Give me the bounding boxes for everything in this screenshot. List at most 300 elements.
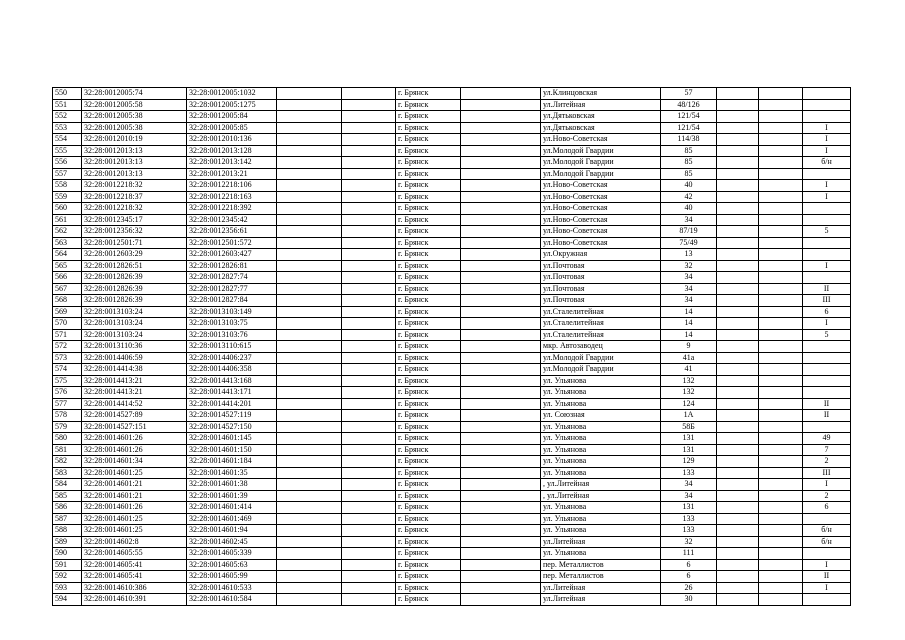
street: ул. Ульянова — [541, 502, 661, 514]
col-empty-3 — [461, 88, 541, 100]
col-empty-2 — [342, 226, 396, 238]
col-empty-4 — [717, 525, 759, 537]
col-empty-4 — [717, 594, 759, 606]
col-empty-4 — [717, 490, 759, 502]
house-number: 34 — [661, 272, 717, 284]
table-row — [53, 99, 851, 111]
house-number: 57 — [661, 88, 717, 100]
col-empty-1 — [277, 513, 342, 525]
col-empty-2 — [342, 122, 396, 134]
cadastral-block: 32:28:0014605:41 — [82, 559, 187, 571]
col-empty-3 — [461, 525, 541, 537]
cadastral-block: 32:28:0014601:26 — [82, 444, 187, 456]
row-number: 570 — [53, 318, 82, 330]
cadastral-block: 32:28:0014527:89 — [82, 410, 187, 422]
apartment — [803, 352, 851, 364]
col-empty-5 — [759, 180, 803, 192]
col-empty-4 — [717, 122, 759, 134]
row-number: 567 — [53, 283, 82, 295]
apartment — [803, 594, 851, 606]
city: г. Брянск — [396, 502, 461, 514]
col-empty-2 — [342, 134, 396, 146]
apartment: I — [803, 318, 851, 330]
col-empty-4 — [717, 513, 759, 525]
col-empty-1 — [277, 122, 342, 134]
col-empty-1 — [277, 329, 342, 341]
col-empty-1 — [277, 168, 342, 180]
apartment: I — [803, 479, 851, 491]
col-empty-3 — [461, 375, 541, 387]
row-number: 591 — [53, 559, 82, 571]
col-empty-2 — [342, 272, 396, 284]
col-empty-5 — [759, 444, 803, 456]
cadastral-block: 32:28:0014610:386 — [82, 582, 187, 594]
col-empty-1 — [277, 157, 342, 169]
col-empty-5 — [759, 295, 803, 307]
cadastral-number: 32:28:0013103:75 — [187, 318, 277, 330]
cadastral-number: 32:28:0014527:150 — [187, 421, 277, 433]
apartment: II — [803, 410, 851, 422]
cadastral-number: 32:28:0012005:1032 — [187, 88, 277, 100]
col-empty-2 — [342, 467, 396, 479]
house-number: 1А — [661, 410, 717, 422]
apartment — [803, 421, 851, 433]
apartment — [803, 272, 851, 284]
col-empty-3 — [461, 203, 541, 215]
cadastral-block: 32:28:0012826:39 — [82, 272, 187, 284]
table-row — [53, 375, 851, 387]
col-empty-5 — [759, 364, 803, 376]
col-empty-4 — [717, 387, 759, 399]
col-empty-4 — [717, 548, 759, 560]
col-empty-2 — [342, 180, 396, 192]
col-empty-2 — [342, 594, 396, 606]
table-row — [53, 111, 851, 123]
row-number: 594 — [53, 594, 82, 606]
house-number: 30 — [661, 594, 717, 606]
col-empty-3 — [461, 341, 541, 353]
row-number: 577 — [53, 398, 82, 410]
col-empty-2 — [342, 456, 396, 468]
col-empty-4 — [717, 421, 759, 433]
col-empty-2 — [342, 157, 396, 169]
cadastral-number: 32:28:0014601:39 — [187, 490, 277, 502]
col-empty-5 — [759, 341, 803, 353]
city: г. Брянск — [396, 582, 461, 594]
table-row — [53, 352, 851, 364]
apartment — [803, 387, 851, 399]
apartment: I — [803, 260, 851, 272]
city: г. Брянск — [396, 88, 461, 100]
col-empty-2 — [342, 318, 396, 330]
col-empty-5 — [759, 571, 803, 583]
city: г. Брянск — [396, 444, 461, 456]
house-number: 9 — [661, 341, 717, 353]
house-number: 34 — [661, 283, 717, 295]
row-number: 583 — [53, 467, 82, 479]
col-empty-1 — [277, 352, 342, 364]
col-empty-5 — [759, 433, 803, 445]
street: ул. Ульянова — [541, 375, 661, 387]
cadastral-number: 32:28:0012218:106 — [187, 180, 277, 192]
street: пер. Металлистов — [541, 559, 661, 571]
table-row — [53, 559, 851, 571]
cadastral-number: 32:28:0012218:392 — [187, 203, 277, 215]
cadastral-number: 32:28:0012218:163 — [187, 191, 277, 203]
row-number: 571 — [53, 329, 82, 341]
col-empty-5 — [759, 260, 803, 272]
col-empty-2 — [342, 260, 396, 272]
house-number: 114/38 — [661, 134, 717, 146]
street: ул.Почтовая — [541, 260, 661, 272]
street: мкр. Автозаводец — [541, 341, 661, 353]
house-number: 6 — [661, 571, 717, 583]
col-empty-4 — [717, 398, 759, 410]
street: ул.Клинцовская — [541, 88, 661, 100]
house-number: 131 — [661, 444, 717, 456]
col-empty-3 — [461, 421, 541, 433]
col-empty-5 — [759, 306, 803, 318]
table-row — [53, 525, 851, 537]
col-empty-1 — [277, 237, 342, 249]
row-number: 582 — [53, 456, 82, 468]
col-empty-4 — [717, 341, 759, 353]
row-number: 555 — [53, 145, 82, 157]
city: г. Брянск — [396, 456, 461, 468]
city: г. Брянск — [396, 306, 461, 318]
cadastral-block: 32:28:0013103:24 — [82, 318, 187, 330]
apartment: 5 — [803, 329, 851, 341]
table-row — [53, 203, 851, 215]
table-row — [53, 433, 851, 445]
row-number: 592 — [53, 571, 82, 583]
col-empty-1 — [277, 479, 342, 491]
city: г. Брянск — [396, 490, 461, 502]
cadastral-number: 32:28:0014414:201 — [187, 398, 277, 410]
col-empty-1 — [277, 364, 342, 376]
cadastral-block: 32:28:0014406:59 — [82, 352, 187, 364]
house-number: 131 — [661, 433, 717, 445]
city: г. Брянск — [396, 398, 461, 410]
cadastral-number: 32:28:0012010:136 — [187, 134, 277, 146]
city: г. Брянск — [396, 548, 461, 560]
col-empty-3 — [461, 490, 541, 502]
col-empty-2 — [342, 421, 396, 433]
apartment: 49 — [803, 433, 851, 445]
house-number: 34 — [661, 490, 717, 502]
cadastral-number: 32:28:0014610:584 — [187, 594, 277, 606]
cadastral-number: 32:28:0014601:94 — [187, 525, 277, 537]
house-number: 121/54 — [661, 111, 717, 123]
table-row — [53, 410, 851, 422]
table-row — [53, 237, 851, 249]
cadastral-number: 32:28:0014601:150 — [187, 444, 277, 456]
cadastral-number: 32:28:0014601:414 — [187, 502, 277, 514]
col-empty-1 — [277, 421, 342, 433]
col-empty-1 — [277, 456, 342, 468]
cadastral-block: 32:28:0012005:58 — [82, 99, 187, 111]
city: г. Брянск — [396, 341, 461, 353]
col-empty-3 — [461, 444, 541, 456]
col-empty-2 — [342, 237, 396, 249]
col-empty-2 — [342, 111, 396, 123]
table-row — [53, 157, 851, 169]
col-empty-1 — [277, 490, 342, 502]
city: г. Брянск — [396, 364, 461, 376]
house-number: 132 — [661, 387, 717, 399]
col-empty-1 — [277, 387, 342, 399]
city: г. Брянск — [396, 525, 461, 537]
street: ул.Литейная — [541, 99, 661, 111]
col-empty-4 — [717, 88, 759, 100]
street: ул.Ново-Советская — [541, 180, 661, 192]
col-empty-1 — [277, 214, 342, 226]
cadastral-block: 32:28:0012501:71 — [82, 237, 187, 249]
row-number: 574 — [53, 364, 82, 376]
city: г. Брянск — [396, 203, 461, 215]
table-row — [53, 272, 851, 284]
col-empty-1 — [277, 306, 342, 318]
street: ул. Ульянова — [541, 398, 661, 410]
street: ул.Молодой Гвардии — [541, 352, 661, 364]
col-empty-3 — [461, 559, 541, 571]
cadastral-block: 32:28:0014601:26 — [82, 433, 187, 445]
street: ул. Ульянова — [541, 525, 661, 537]
cadastral-block: 32:28:0012826:51 — [82, 260, 187, 272]
col-empty-2 — [342, 341, 396, 353]
col-empty-4 — [717, 306, 759, 318]
col-empty-4 — [717, 272, 759, 284]
row-number: 573 — [53, 352, 82, 364]
house-number: 6 — [661, 559, 717, 571]
apartment — [803, 111, 851, 123]
row-number: 550 — [53, 88, 82, 100]
col-empty-4 — [717, 536, 759, 548]
col-empty-3 — [461, 168, 541, 180]
cadastral-block: 32:28:0012218:32 — [82, 203, 187, 215]
col-empty-3 — [461, 318, 541, 330]
cadastral-number: 32:28:0014527:119 — [187, 410, 277, 422]
street: ул. Ульянова — [541, 433, 661, 445]
col-empty-4 — [717, 582, 759, 594]
city: г. Брянск — [396, 214, 461, 226]
col-empty-4 — [717, 318, 759, 330]
col-empty-5 — [759, 111, 803, 123]
row-number: 593 — [53, 582, 82, 594]
street: ул. Ульянова — [541, 513, 661, 525]
col-empty-3 — [461, 502, 541, 514]
row-number: 575 — [53, 375, 82, 387]
cadastral-block: 32:28:0012218:32 — [82, 180, 187, 192]
table-row — [53, 490, 851, 502]
row-number: 568 — [53, 295, 82, 307]
table-row — [53, 134, 851, 146]
apartment — [803, 214, 851, 226]
col-empty-2 — [342, 214, 396, 226]
apartment — [803, 249, 851, 261]
apartment — [803, 99, 851, 111]
col-empty-3 — [461, 99, 541, 111]
apartment — [803, 237, 851, 249]
col-empty-5 — [759, 398, 803, 410]
street: ул. Ульянова — [541, 456, 661, 468]
col-empty-2 — [342, 145, 396, 157]
cadastral-number: 32:28:0012005:85 — [187, 122, 277, 134]
street: ул.Ново-Советская — [541, 191, 661, 203]
col-empty-2 — [342, 375, 396, 387]
col-empty-4 — [717, 444, 759, 456]
cadastral-number: 32:28:0014605:339 — [187, 548, 277, 560]
cadastral-number: 32:28:0012013:142 — [187, 157, 277, 169]
house-number: 14 — [661, 318, 717, 330]
col-empty-1 — [277, 410, 342, 422]
street: ул. Ульянова — [541, 548, 661, 560]
city: г. Брянск — [396, 260, 461, 272]
house-number: 48/126 — [661, 99, 717, 111]
table-row — [53, 387, 851, 399]
cadastral-block: 32:28:0014414:38 — [82, 364, 187, 376]
street: ул.Сталелитейная — [541, 306, 661, 318]
col-empty-4 — [717, 571, 759, 583]
table-row — [53, 295, 851, 307]
house-number: 40 — [661, 203, 717, 215]
col-empty-4 — [717, 214, 759, 226]
row-number: 588 — [53, 525, 82, 537]
col-empty-1 — [277, 295, 342, 307]
city: г. Брянск — [396, 191, 461, 203]
apartment: б/н — [803, 536, 851, 548]
col-empty-2 — [342, 559, 396, 571]
city: г. Брянск — [396, 157, 461, 169]
cadastral-block: 32:28:0014601:34 — [82, 456, 187, 468]
col-empty-4 — [717, 479, 759, 491]
house-number: 133 — [661, 467, 717, 479]
apartment: III — [803, 295, 851, 307]
street: ул.Ново-Советская — [541, 237, 661, 249]
col-empty-5 — [759, 237, 803, 249]
cadastral-block: 32:28:0012013:13 — [82, 157, 187, 169]
col-empty-4 — [717, 168, 759, 180]
apartment: I — [803, 582, 851, 594]
cadastral-number: 32:28:0014601:35 — [187, 467, 277, 479]
col-empty-2 — [342, 191, 396, 203]
apartment: I — [803, 191, 851, 203]
col-empty-4 — [717, 283, 759, 295]
col-empty-5 — [759, 191, 803, 203]
cadastral-number: 32:28:0014406:358 — [187, 364, 277, 376]
cadastral-number: 32:28:0012827:84 — [187, 295, 277, 307]
street: пер. Металлистов — [541, 571, 661, 583]
cadastral-number: 32:28:0012013:128 — [187, 145, 277, 157]
row-number: 578 — [53, 410, 82, 422]
house-number: 129 — [661, 456, 717, 468]
apartment: 7 — [803, 444, 851, 456]
city: г. Брянск — [396, 410, 461, 422]
col-empty-1 — [277, 249, 342, 261]
col-empty-5 — [759, 421, 803, 433]
col-empty-1 — [277, 559, 342, 571]
col-empty-4 — [717, 249, 759, 261]
col-empty-4 — [717, 260, 759, 272]
cadastral-block: 32:28:0014602:8 — [82, 536, 187, 548]
col-empty-5 — [759, 226, 803, 238]
cadastral-number: 32:28:0013103:76 — [187, 329, 277, 341]
col-empty-5 — [759, 122, 803, 134]
house-number: 32 — [661, 260, 717, 272]
table-row — [53, 214, 851, 226]
house-number: 13 — [661, 249, 717, 261]
apartment — [803, 203, 851, 215]
col-empty-3 — [461, 410, 541, 422]
col-empty-3 — [461, 249, 541, 261]
cadastral-number: 32:28:0014605:99 — [187, 571, 277, 583]
cadastral-block: 32:28:0012005:74 — [82, 88, 187, 100]
row-number: 587 — [53, 513, 82, 525]
table-row — [53, 226, 851, 238]
street: ул. Ульянова — [541, 387, 661, 399]
col-empty-2 — [342, 329, 396, 341]
cadastral-number: 32:28:0014406:237 — [187, 352, 277, 364]
apartment: I — [803, 180, 851, 192]
city: г. Брянск — [396, 375, 461, 387]
street: ул.Сталелитейная — [541, 329, 661, 341]
cadastral-block: 32:28:0014601:26 — [82, 502, 187, 514]
city: г. Брянск — [396, 387, 461, 399]
row-number: 581 — [53, 444, 82, 456]
table-row — [53, 318, 851, 330]
col-empty-1 — [277, 203, 342, 215]
col-empty-3 — [461, 272, 541, 284]
cadastral-block: 32:28:0014413:21 — [82, 387, 187, 399]
city: г. Брянск — [396, 272, 461, 284]
city: г. Брянск — [396, 479, 461, 491]
house-number: 85 — [661, 157, 717, 169]
table-row — [53, 364, 851, 376]
table-row — [53, 341, 851, 353]
apartment — [803, 364, 851, 376]
row-number: 590 — [53, 548, 82, 560]
house-number: 34 — [661, 295, 717, 307]
city: г. Брянск — [396, 467, 461, 479]
col-empty-5 — [759, 536, 803, 548]
row-number: 554 — [53, 134, 82, 146]
col-empty-3 — [461, 513, 541, 525]
col-empty-4 — [717, 237, 759, 249]
col-empty-5 — [759, 168, 803, 180]
col-empty-3 — [461, 329, 541, 341]
house-number: 14 — [661, 306, 717, 318]
cadastral-number: 32:28:0013110:615 — [187, 341, 277, 353]
row-number: 564 — [53, 249, 82, 261]
col-empty-1 — [277, 444, 342, 456]
cadastral-block: 32:28:0013103:24 — [82, 329, 187, 341]
col-empty-2 — [342, 490, 396, 502]
col-empty-4 — [717, 180, 759, 192]
col-empty-2 — [342, 352, 396, 364]
street: ул.Молодой Гвардии — [541, 168, 661, 180]
col-empty-2 — [342, 364, 396, 376]
col-empty-3 — [461, 387, 541, 399]
col-empty-5 — [759, 134, 803, 146]
col-empty-3 — [461, 479, 541, 491]
col-empty-5 — [759, 525, 803, 537]
street: ул.Молодой Гвардии — [541, 145, 661, 157]
table-row — [53, 582, 851, 594]
street: ул.Почтовая — [541, 283, 661, 295]
table-body — [53, 88, 851, 606]
registry-table — [52, 87, 851, 606]
col-empty-5 — [759, 203, 803, 215]
